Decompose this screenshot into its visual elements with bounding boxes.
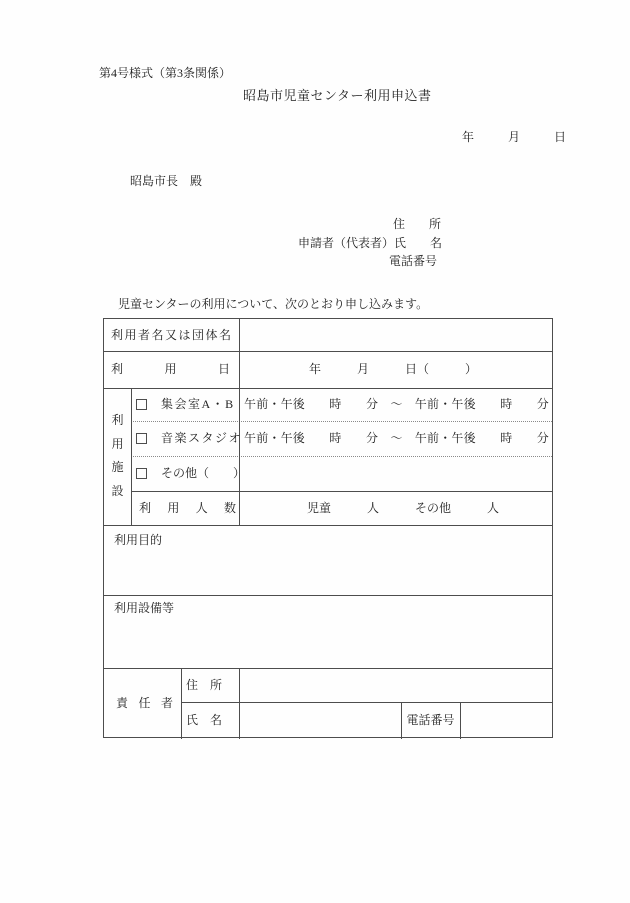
facility-time-meeting-room: 午前・午後 時 分 ～ 午前・午後 時 分 bbox=[244, 397, 550, 412]
responsible-address-label: 住 所 bbox=[186, 677, 223, 692]
form-number: 第4号様式（第3条関係） bbox=[99, 66, 232, 80]
table-gridline bbox=[104, 525, 552, 526]
purpose-label: 利用目的 bbox=[114, 533, 163, 547]
responsible-name-value-cell bbox=[239, 702, 401, 739]
responsible-name-label: 氏 名 bbox=[186, 713, 223, 728]
facility-group-label: 利 用 施 設 bbox=[111, 413, 124, 498]
date-line: 年 月 日 bbox=[462, 130, 578, 144]
addressee: 昭島市長 殿 bbox=[130, 174, 203, 188]
applicant-name-label: 申請者（代表者）氏 名 bbox=[298, 236, 443, 250]
facility-time-music-studio: 午前・午後 時 分 ～ 午前・午後 時 分 bbox=[244, 431, 550, 446]
facility-label: その他（ ） bbox=[161, 466, 246, 481]
applicant-phone-label: 電話番号 bbox=[389, 254, 438, 268]
use-date-value: 年 月 日（ ） bbox=[309, 362, 478, 377]
checkbox-icon bbox=[136, 468, 147, 479]
facility-row-music-studio bbox=[131, 421, 243, 456]
equipment-label: 利用設備等 bbox=[114, 601, 175, 615]
people-count-label: 利 用 人 数 bbox=[139, 500, 236, 515]
intro-text: 児童センターの利用について、次のとおり申し込みます。 bbox=[118, 297, 429, 311]
facility-time-other-cell bbox=[239, 456, 554, 491]
application-table bbox=[103, 318, 553, 738]
user-name-value-cell bbox=[239, 319, 554, 351]
facility-label: 集会室A・B bbox=[161, 397, 235, 412]
responsible-phone-value-cell bbox=[460, 702, 554, 739]
facility-label: 音楽スタジオ bbox=[161, 431, 243, 446]
responsible-phone-label: 電話番号 bbox=[406, 713, 455, 728]
table-gridline bbox=[104, 595, 552, 596]
responsible-address-value-cell bbox=[239, 668, 554, 702]
people-count-value: 児童 人 その他 人 bbox=[307, 500, 500, 515]
page-title: 昭島市児童センター利用申込書 bbox=[243, 88, 432, 103]
user-name-label: 利用者名又は団体名 bbox=[111, 327, 233, 342]
responsible-group-label: 責 任 者 bbox=[116, 696, 173, 711]
facility-row-other bbox=[131, 456, 246, 491]
use-date-label: 利 用 日 bbox=[111, 362, 230, 377]
checkbox-icon bbox=[136, 399, 147, 410]
facility-row-meeting-room bbox=[131, 388, 239, 421]
applicant-address-label: 住 所 bbox=[393, 217, 442, 231]
checkbox-icon bbox=[136, 433, 147, 444]
